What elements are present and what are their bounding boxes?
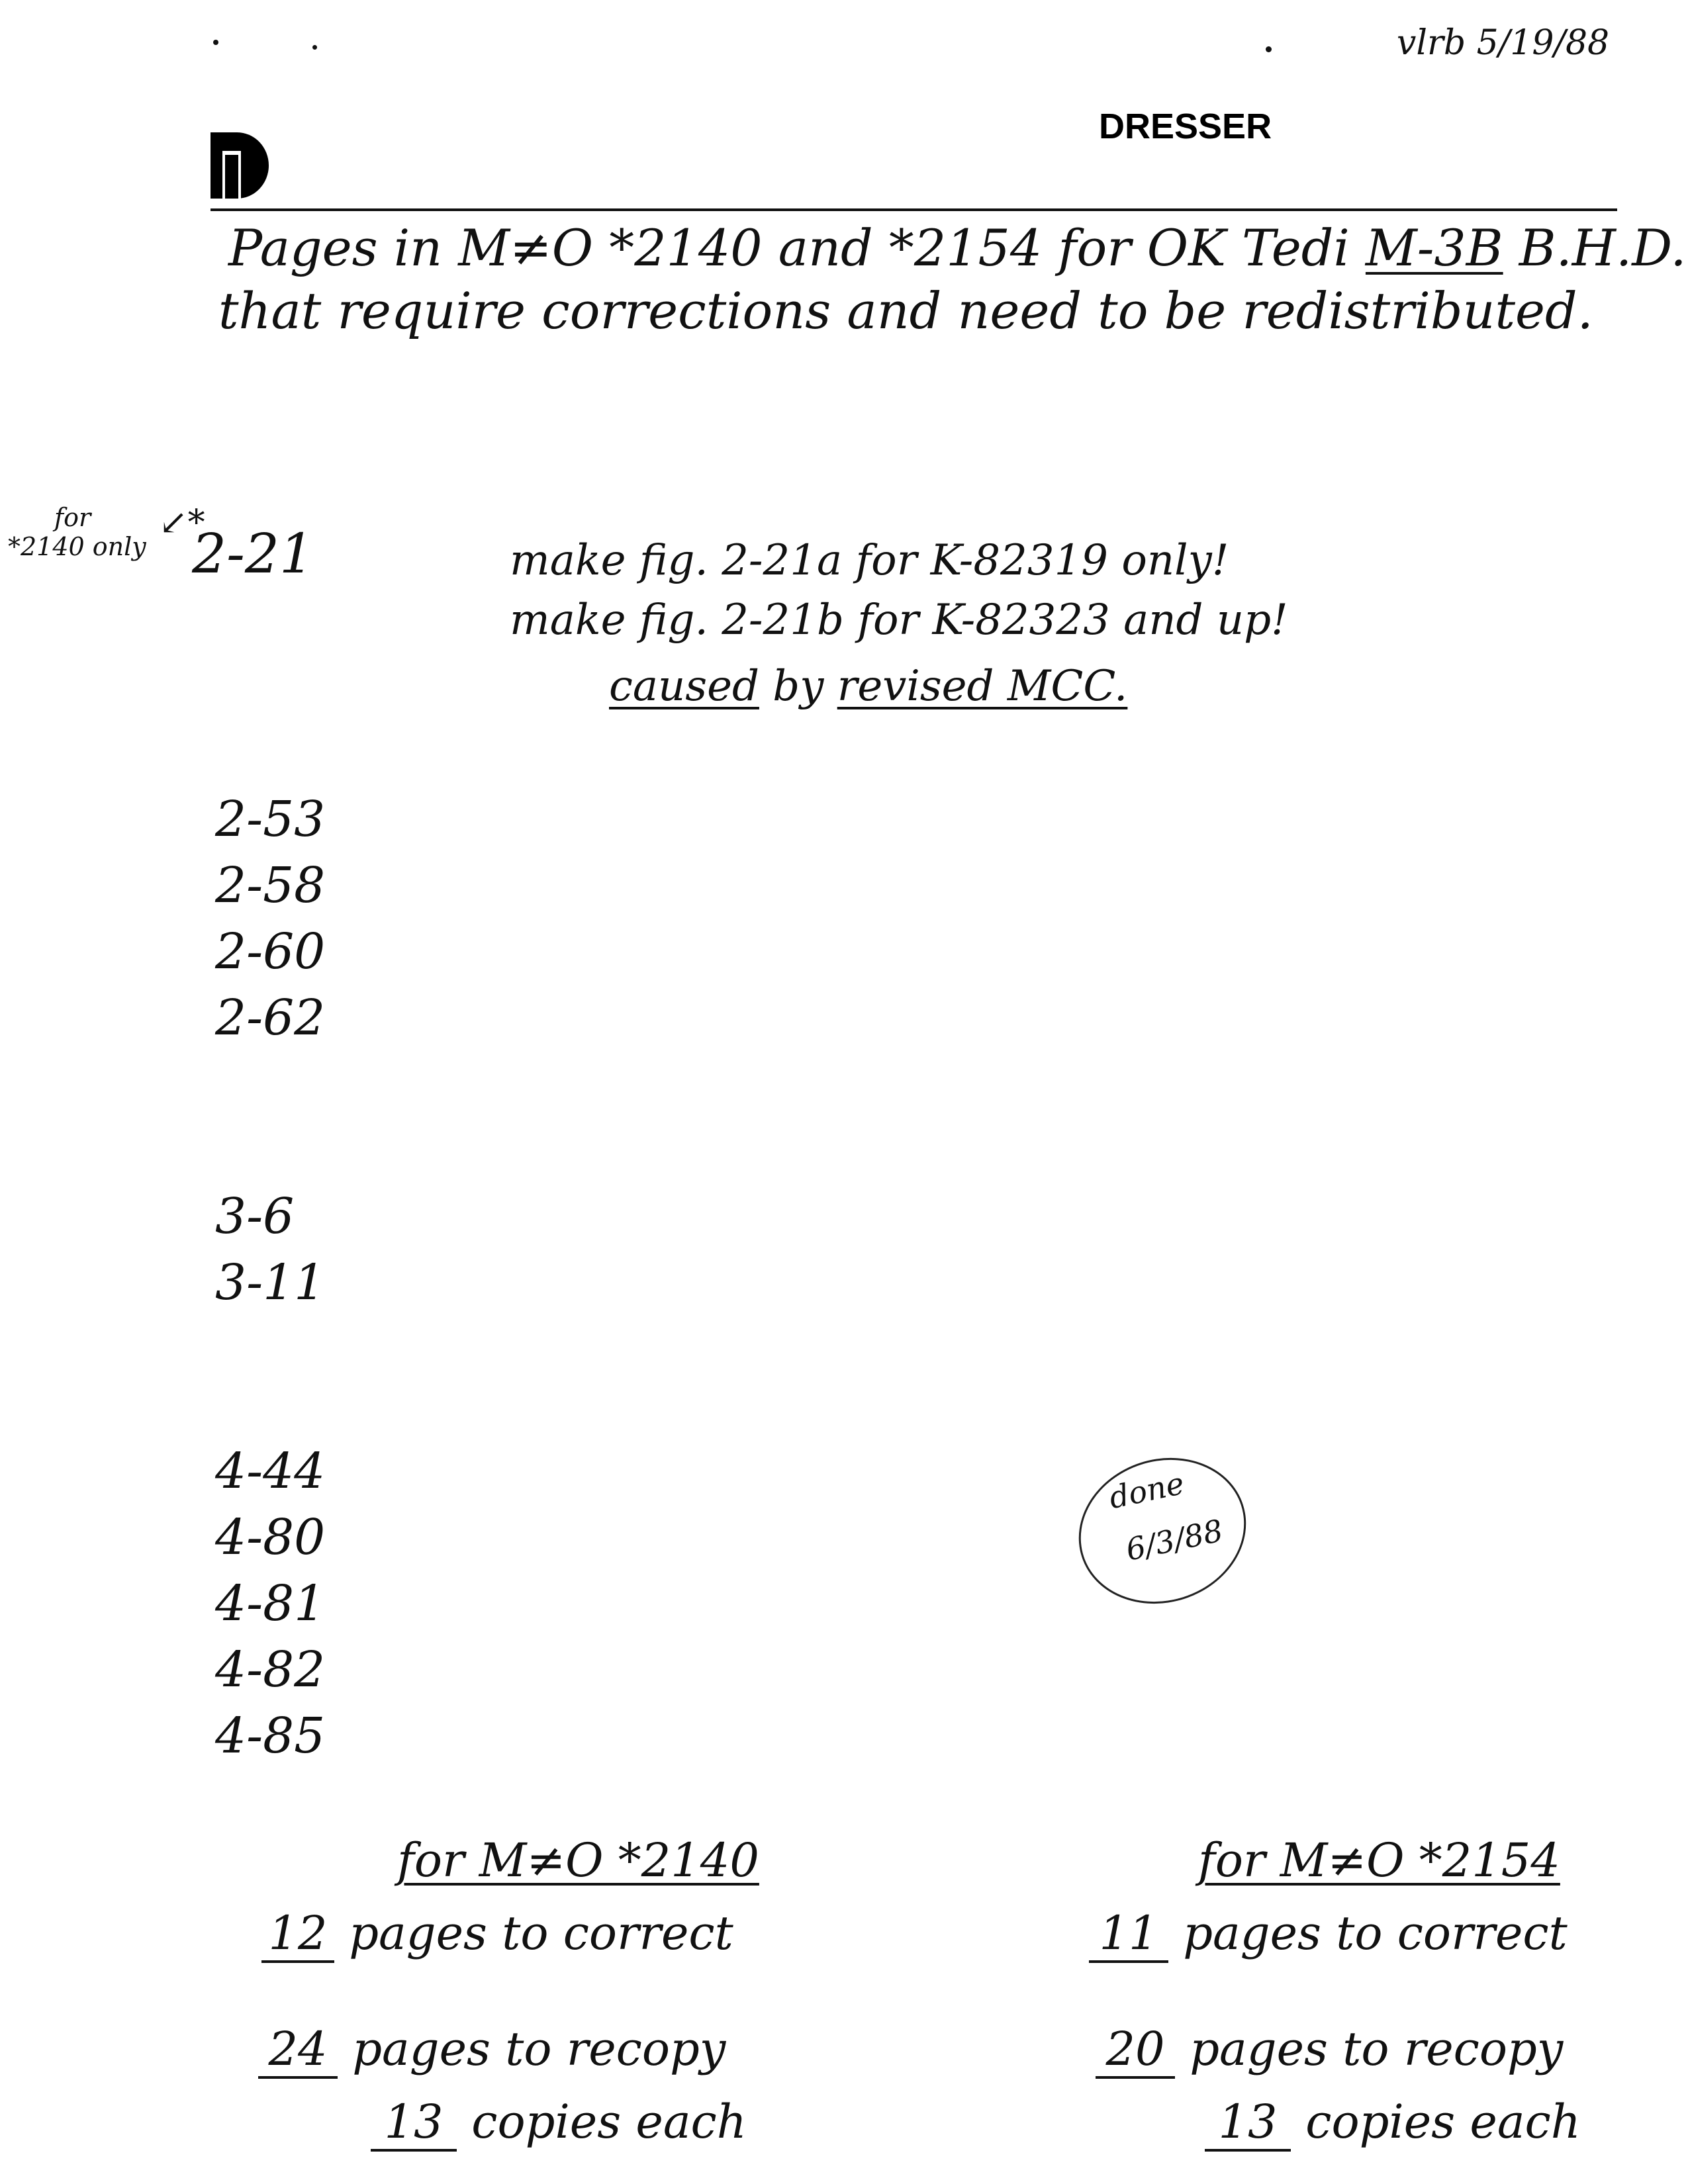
summary-count: 24 (258, 2022, 338, 2079)
summary-right-recopy (1096, 2022, 1563, 2079)
summary-count: 13 (1205, 2095, 1291, 2152)
summary-count: 11 (1089, 1906, 1168, 1963)
summary-text: pages to recopy (1175, 2022, 1564, 2076)
mcc-word: MCC. (994, 662, 1128, 711)
page-number-item: 2-53 (215, 791, 326, 848)
title-suffix: B.H.D. (1503, 218, 1687, 277)
summary-text: copies each (457, 2095, 747, 2149)
page-number-item: 4-85 (215, 1707, 326, 1764)
summary-left-copies (371, 2095, 747, 2152)
initials-date: vlrb 5/19/88 (1397, 23, 1610, 63)
page-number-item: 4-80 (215, 1509, 326, 1566)
page-number-item: 4-81 (215, 1575, 326, 1632)
title-line-1 (228, 218, 1687, 277)
page-number-item: 2-58 (215, 857, 326, 914)
title-text: Pages in M≠O *2140 and *2154 for OK Tedi (228, 218, 1366, 277)
summary-left-heading: for M≠O *2140 (397, 1833, 759, 1888)
summary-count: 20 (1096, 2022, 1175, 2079)
page-number-item: 2-62 (215, 989, 326, 1046)
instruction-line-2: make fig. 2-21b for K-82323 and up! (510, 596, 1288, 645)
company-name: DRESSER (1099, 107, 1272, 146)
summary-right-correct (1089, 1906, 1568, 1963)
margin-note (8, 503, 146, 561)
instruction-line-1: make fig. 2-21a for K-82319 only! (510, 536, 1229, 585)
instruction-line-3 (609, 662, 1127, 711)
cause-by: by (759, 662, 837, 711)
revised-word: revised (837, 662, 994, 711)
title-line-2: that require corrections and need to be redistributed. (218, 281, 1593, 340)
summary-right-copies (1205, 2095, 1581, 2152)
page-number-item: 4-82 (215, 1641, 326, 1698)
summary-left-correct (261, 1906, 733, 1963)
margin-arrow: ↙* (159, 503, 205, 543)
summary-text: pages to recopy (338, 2022, 726, 2076)
scan-speck (1266, 46, 1272, 52)
margin-note-line-2: *2140 only (8, 532, 146, 561)
scan-speck (213, 40, 218, 45)
summary-text: pages to correct (1168, 1906, 1568, 1960)
header-rule (211, 208, 1617, 211)
model-number: M-3B (1365, 218, 1503, 277)
summary-count: 13 (371, 2095, 457, 2152)
stamp-text-date: 6/3/88 (1123, 1512, 1227, 1568)
scan-speck (312, 45, 317, 50)
summary-count: 12 (261, 1906, 334, 1963)
summary-right-heading: for M≠O *2154 (1198, 1833, 1560, 1888)
summary-text: pages to correct (334, 1906, 733, 1960)
cause-word: caused (609, 662, 759, 711)
dresser-logo-icon (211, 132, 277, 199)
page-number-item: 2-60 (215, 923, 326, 980)
margin-note-line-1: for (54, 503, 91, 532)
page-number-item: 3-6 (215, 1188, 295, 1245)
stamp-text-done: done (1105, 1465, 1188, 1516)
page-number-item: 4-44 (215, 1443, 326, 1500)
page-number-item: 2-21 (192, 523, 314, 586)
summary-text: copies each (1291, 2095, 1581, 2149)
page-number-item: 3-11 (215, 1254, 326, 1311)
summary-left-recopy (258, 2022, 726, 2079)
